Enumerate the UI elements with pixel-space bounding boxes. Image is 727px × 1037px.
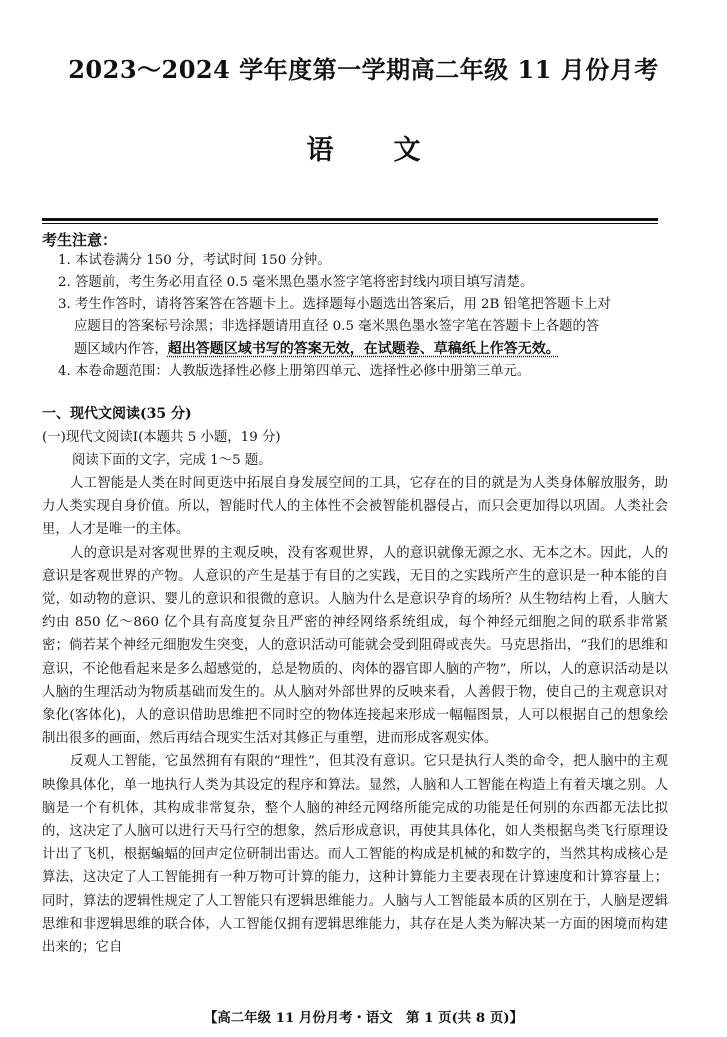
exam-title: 2023～2024 学年度第一学期高二年级 11 月份月考 (68, 55, 659, 84)
notice-plain-text: 题区域内作答， (74, 342, 168, 357)
notice-item: 1. 本试卷满分 150 分，考试时间 150 分钟。 (58, 253, 331, 268)
notice-heading: 考生注意： (42, 231, 118, 249)
passage-paragraph: 人的意识是对客观世界的主观反映，没有客观世界，人的意识就像无源之水、无本之木。因此，人的意识是客观世界的产物。人意识的产生是基于有目的之实践，无目的之实践所产生的意识是一种本能的自觉，如动物的意识、婴儿的意识和很微的意识。人脑为什么是意识孕育的场所？从生物结构上看，人脑大约由 850 亿～860 亿个具有高度复杂且严密的神经网络系统组成，每个神经元细胞之间的联系非常紧密；倘若某个神经元细胞发生突变，人的意识活动可能就会受到阻碍或丧失。马克思指出，“我们的思维和意识，不论他看起来是多么超感觉的，总是物质的、肉体的器官即人脑的产物”，所以，人的意识活动是以人脑的生理活动为物质基础而发生的。从人脑对外部世界的反映来看，人善假于物，使自己的主观意识对象化(客体化)，人的意识借助思维把不同时空的物体连接起来形成一幅幅图景，人可以根据自己的想象绘制出很多的画面，然后再结合现实生活对其修正与重塑，进而形成客观实体。 (42, 545, 668, 747)
notice-item: 4. 本卷命题范围：人教版选择性必修上册第四单元、选择性必修中册第三单元。 (58, 364, 531, 379)
notice-item-continuation (58, 338, 663, 361)
notice-list (58, 250, 663, 383)
subject-title: 语文 (306, 135, 481, 166)
subsection-heading: (一)现代文阅读Ⅰ(本题共 5 小题，19 分) (42, 430, 281, 445)
passage-paragraph: 人工智能是人类在时间更迭中拓展自身发展空间的工具，它存在的目的就是为人类身体解放服务，助力人类实现自身价值。所以，智能时代人的主体性不会被智能机器侵占，而只会更加得以巩固。人类社会里，人才是唯一的主体。 (42, 476, 668, 538)
reading-prompt: 阅读下面的文字，完成 1～5 题。 (72, 453, 272, 468)
passage-paragraph: 反观人工智能，它虽然拥有有限的“理性”，但其没有意识。它只是执行人类的命令，把人脑中的主观映像具体化，单一地执行人类为其设定的程序和算法。显然，人脑和人工智能在构造上有着天壤之别。人脑是一个有机体，其构成非常复杂，整个人脑的神经元网络所能完成的功能是任何别的东西都无法比拟的，这决定了人脑可以进行天马行空的想象，然后形成意识，再使其具体化，如人类根据鸟类飞行原理设计出了飞机，根据蝙蝠的回声定位研制出雷达。而人工智能的构成是机械的和数字的，当然其构成核心是算法，这决定了人工智能拥有一种万物可计算的能力，这种计算能力主要表现在计算速度和计算容量上；同时，算法的逻辑性规定了人工智能只有逻辑思维能力。人脑与人工智能最本质的区别在于，人脑是逻辑思维和非逻辑思维的联合体，人工智能仅拥有逻辑思维能力，其存在是人类为解决某一方面的困境而构建出来的；它自 (42, 754, 668, 956)
notice-emphasis-text: 超出答题区域书写的答案无效，在试题卷、草稿纸上作答无效。 (167, 341, 560, 357)
notice-item: 2. 答题前，考生务必用直径 0.5 毫米黑色墨水签字笔将密封线内项目填写清楚。 (58, 275, 534, 290)
header-divider-thick (42, 218, 658, 221)
section-heading: 一、现代文阅读(35 分) (42, 406, 192, 422)
header-divider-thin (42, 223, 658, 224)
notice-item: 3. 考生作答时，请将答案答在答题卡上。选择题每小题选出答案后，用 2B 铅笔把答题卡上对 (58, 297, 611, 312)
reading-passage (42, 472, 668, 959)
notice-item-continuation: 应题目的答案标号涂黑；非选择题请用直径 0.5 毫米黑色墨水签字笔在答题卡上各题的答 (74, 319, 600, 334)
page-footer: 【高二年级 11 月份月考・语文 第 1 页(共 8 页)】 (204, 1010, 523, 1026)
